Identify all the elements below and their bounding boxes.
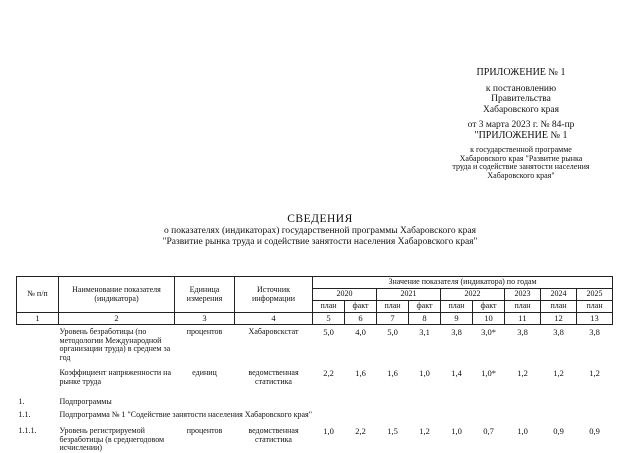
column-number: 13 (577, 313, 613, 325)
column-number: 4 (235, 313, 313, 325)
subprogram-title: Подпрограмма № 1 "Содействие занятости населения Хабаровского края" (59, 410, 312, 419)
appendix-date: от 3 марта 2023 г. № 84-пр (467, 120, 575, 130)
row-source: ведомственная статистика (248, 426, 299, 444)
header-value-group: Значение показателя (индикатора) по годам (313, 277, 613, 289)
column-number: 3 (175, 313, 235, 325)
column-number: 11 (505, 313, 541, 325)
row-value: 1,0 (517, 426, 528, 436)
appendix-program-line: Хабаровского края "Развитие рынка (459, 153, 583, 163)
row-indicator-name: Уровень регистрируемой безработицы (в среднегодовом исчислении) (59, 426, 165, 452)
row-unit: процентов (186, 426, 223, 435)
row-value: 4,0 (355, 327, 366, 337)
row-index (17, 366, 59, 395)
appendix-approval-block (430, 68, 612, 180)
appendix-program-line: труда и содействие занятости населения (452, 162, 590, 172)
row-source: Хабаровскстат (248, 327, 299, 336)
header-year: 2023 (505, 289, 541, 301)
header-plan: план (313, 301, 345, 313)
row-value: 5,0 (323, 327, 334, 337)
row-value: 1,4 (451, 368, 462, 378)
header-plan: план (441, 301, 473, 313)
header-plan: план (505, 301, 541, 313)
column-number: 9 (441, 313, 473, 325)
header-year: 2024 (541, 289, 577, 301)
row-value: 3,8 (451, 327, 462, 337)
row-value: 5,0 (387, 327, 398, 337)
header-year: 2022 (441, 289, 505, 301)
header-plan: план (377, 301, 409, 313)
row-value: 1,2 (419, 426, 430, 436)
row-index: 1.1. (18, 410, 31, 419)
column-number: 1 (17, 313, 59, 325)
row-value: 2,2 (323, 368, 334, 378)
column-number: 7 (377, 313, 409, 325)
header-year: 2021 (377, 289, 441, 301)
section-title: Подпрограммы (59, 397, 112, 406)
column-number: 8 (409, 313, 441, 325)
table-section-row (17, 395, 613, 408)
heading-line-2: "Развитие рынка труда и содействие занятости населения Хабаровского края" (162, 236, 478, 247)
appendix-program-line: Хабаровского края" (487, 170, 555, 180)
row-value: 1,0 (323, 426, 334, 436)
appendix-inner-title: "ПРИЛОЖЕНИЕ № 1 (474, 129, 568, 141)
heading-line-1: о показателях (индикаторах) государственной программы Хабаровского края (164, 226, 476, 236)
row-value: 1,2 (553, 368, 564, 378)
column-number: 5 (313, 313, 345, 325)
header-name: Наименование показателя (индикатора) (59, 277, 175, 313)
row-value: 3,8 (553, 327, 564, 337)
indicators-table (16, 276, 613, 453)
appendix-title: ПРИЛОЖЕНИЕ № 1 (476, 67, 566, 78)
header-num: № п/п (17, 277, 59, 313)
header-source: Источник информации (235, 277, 313, 313)
row-index (17, 325, 59, 367)
document-heading (100, 213, 540, 247)
row-indicator-name: Коэффициент напряженности на рынке труда (59, 368, 171, 386)
column-number: 12 (541, 313, 577, 325)
row-unit: процентов (186, 327, 223, 336)
header-fact: факт (473, 301, 505, 313)
header-year: 2025 (577, 289, 613, 301)
appendix-government: Правительства (491, 94, 551, 104)
column-number: 2 (59, 313, 175, 325)
row-value: 1,0 (419, 368, 430, 378)
appendix-region: Хабаровского края (483, 104, 559, 115)
column-number: 6 (345, 313, 377, 325)
table-section-row (17, 408, 613, 424)
row-value: 1,2 (589, 368, 600, 378)
table-row (17, 325, 613, 367)
table-row (17, 424, 613, 453)
header-unit: Единица измерения (175, 277, 235, 313)
appendix-to-resolution: к постановлению (485, 83, 557, 94)
header-plan: план (541, 301, 577, 313)
row-value: 1,2 (517, 368, 528, 378)
column-number: 10 (473, 313, 505, 325)
row-value: 0,9 (589, 426, 600, 436)
row-value: 3,8 (589, 327, 600, 337)
row-value: 3,0* (481, 327, 496, 337)
row-value: 0,9 (553, 426, 564, 436)
row-value: 1,0 (451, 426, 462, 436)
row-value: 1,5 (387, 426, 398, 436)
header-fact: факт (345, 301, 377, 313)
row-value: 0,7 (483, 426, 494, 436)
header-year: 2020 (313, 289, 377, 301)
row-source: ведомственная статистика (248, 368, 299, 386)
row-value: 3,8 (517, 327, 528, 337)
header-fact: факт (409, 301, 441, 313)
table-row (17, 366, 613, 395)
row-value: 1,0* (481, 368, 496, 378)
row-indicator-name: Уровень безработицы (по методологии Международной организации труда) в среднем за год (59, 327, 171, 362)
row-index: 1. (18, 397, 25, 406)
header-plan: план (577, 301, 613, 313)
row-index: 1.1.1. (18, 426, 37, 435)
heading-title: СВЕДЕНИЯ (287, 213, 353, 225)
row-value: 3,1 (419, 327, 430, 337)
row-value: 1,6 (355, 368, 366, 378)
row-value: 2,2 (355, 426, 366, 436)
row-value: 1,6 (387, 368, 398, 378)
row-unit: единиц (192, 368, 217, 377)
appendix-program-line: к государственной программе (470, 145, 572, 154)
